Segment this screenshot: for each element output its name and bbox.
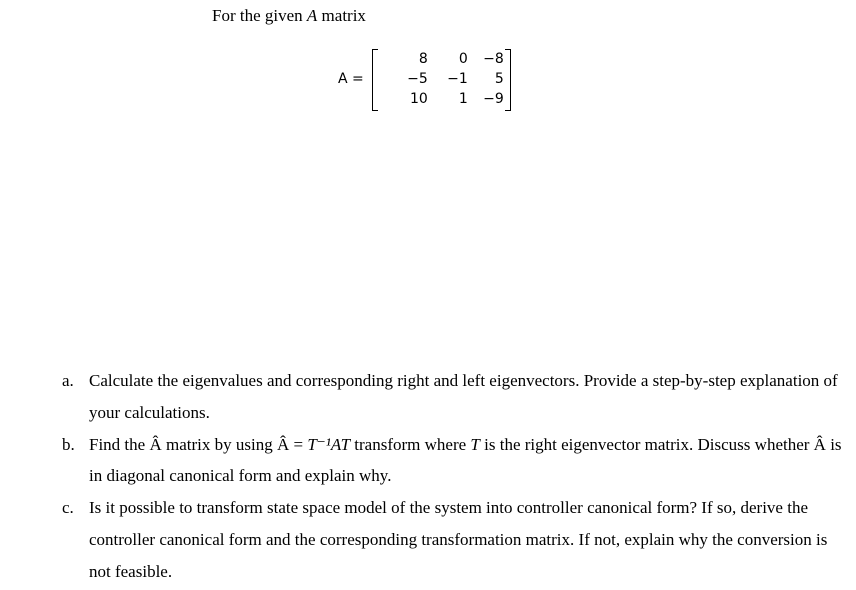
matrix-cell-r3-c3: −9 [483, 91, 504, 107]
matrix-cell-r2-c3: 5 [494, 71, 504, 87]
matrix-cell-r1-c1: 8 [418, 51, 428, 67]
intro-prefix: For the given [212, 6, 307, 25]
question-text-part: Find the Â matrix by using Â = [89, 434, 308, 454]
question-c [62, 492, 842, 587]
question-b [62, 429, 842, 493]
question-text: Is it possible to transform state space model of the system into controller canonical form? If so, derive the controller canonical form and the corresponding transformation matrix. If not, explain why the conversion is not feasible. [89, 498, 828, 581]
matrix-equation [338, 46, 511, 112]
question-text: Calculate the eigenvalues and corresponding right and left eigenvectors. Provide a step-by-step explanation of your calculations. [89, 371, 838, 422]
question-a [62, 365, 842, 429]
question-letter: b. [62, 434, 75, 454]
question-letter: c. [62, 498, 74, 518]
question-list [62, 365, 842, 588]
matrix-cell-r1-c2: 0 [458, 51, 468, 67]
question-text-part: is the right eigenvector matrix. Discuss whether Â is in diagonal canonical form and explain why. [89, 434, 842, 486]
matrix-label: A = [338, 71, 364, 87]
question-text-part: transform where [350, 434, 471, 454]
matrix-cell-r1-c3: −8 [483, 51, 504, 67]
matrix-a [372, 48, 511, 110]
transform-formula: T⁻¹AT [307, 434, 351, 454]
eigenvector-matrix-symbol: T [470, 434, 480, 454]
matrix-cell-r3-c2: 1 [458, 91, 468, 107]
question-letter: a. [62, 371, 74, 390]
intro-suffix: matrix [317, 6, 366, 25]
question-text [89, 429, 842, 493]
matrix-cell-r2-c2: −1 [447, 71, 468, 87]
intro-line [212, 5, 366, 27]
matrix-cell-r2-c1: −5 [407, 71, 428, 87]
matrix-left-bracket [372, 49, 378, 111]
matrix-cell-r3-c1: 10 [409, 91, 428, 107]
intro-matrix-symbol: A [306, 6, 318, 25]
matrix-right-bracket [505, 49, 511, 111]
